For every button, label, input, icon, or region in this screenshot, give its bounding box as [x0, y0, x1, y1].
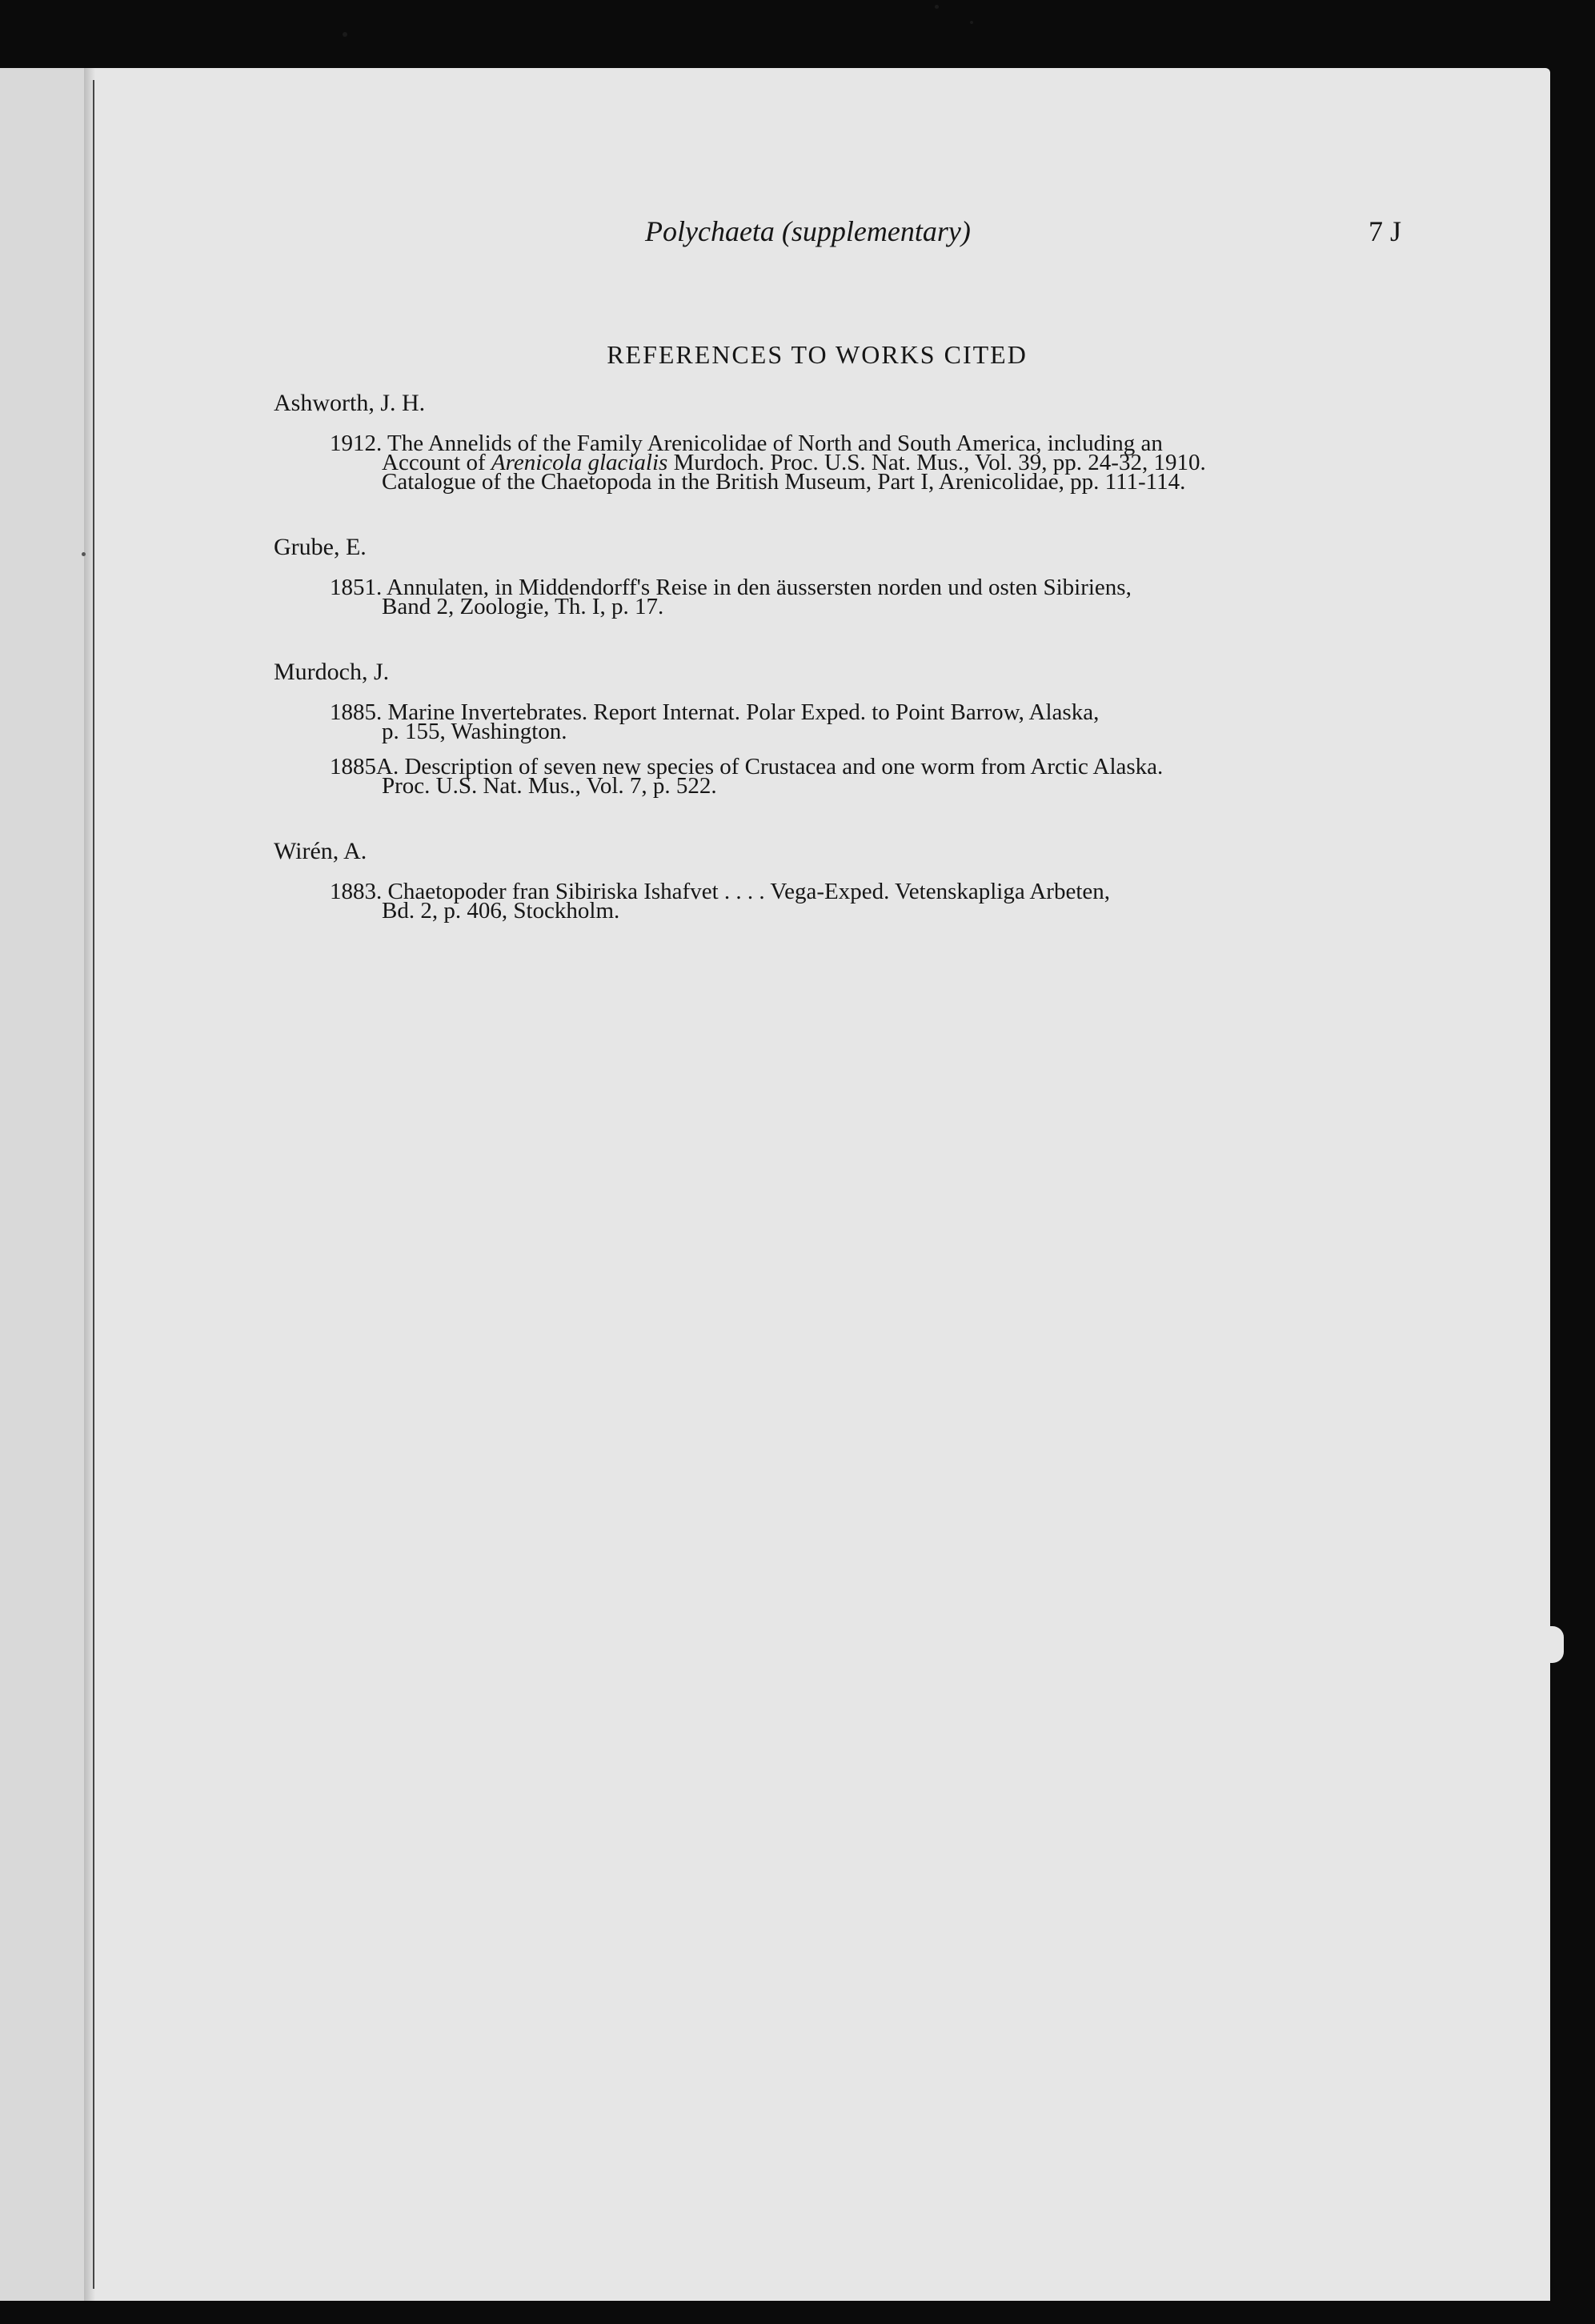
section-title: REFERENCES TO WORKS CITED	[607, 340, 1028, 369]
entry-line: p. 155, Washington.	[382, 719, 567, 744]
entry-line: 1885A. Description of seven new species of Crustacea and one worm from Arctic Alaska.	[330, 754, 1164, 779]
adjacent-page-edge	[0, 68, 84, 2301]
title-wrap	[84, 0, 1550, 400]
entry-line: Band 2, Zoologie, Th. I, p. 17.	[382, 594, 664, 619]
entry-line: Proc. U.S. Nat. Mus., Vol. 7, p. 522.	[382, 773, 717, 799]
entry-line: 1885. Marine Invertebrates. Report Internat. Polar Exped. to Point Barrow, Alaska,	[330, 699, 1100, 725]
reference-author: Wirén, A.	[274, 838, 367, 864]
page-number: 7 J	[1369, 215, 1402, 247]
entry-line: 1912. The Annelids of the Family Arenicolidae of North and South America, including an	[330, 431, 1163, 456]
reference-entry	[274, 879, 1410, 924]
reference-author: Ashworth, J. H.	[274, 390, 426, 416]
entry-text: Murdoch. Proc. U.S. Nat. Mus., Vol. 39, pp. 24-32, 1910.	[667, 450, 1206, 475]
running-head: Polychaeta (supplementary)	[645, 215, 971, 247]
reference-entry	[274, 575, 1410, 619]
reference-author: Grube, E.	[274, 534, 367, 560]
entry-text: Account of	[382, 450, 491, 475]
reference-entry	[274, 699, 1410, 744]
entry-line: 1851. Annulaten, in Middendorff's Reise in den äussersten norden und osten Sibiriens,	[330, 575, 1132, 600]
species-name: Arenicola glacialis	[491, 450, 668, 475]
reference-author: Murdoch, J.	[274, 659, 390, 685]
entry-line: Catalogue of the Chaetopoda in the British Museum, Part I, Arenicolidae, pp. 111-114.	[382, 469, 1186, 495]
entry-line: 1883. Chaetopoder fran Sibiriska Ishafvet . . . . Vega-Exped. Vetenskapliga Arbeten,	[330, 879, 1111, 904]
binding-line	[93, 80, 94, 2289]
page-tab	[1545, 1626, 1564, 1663]
reference-entry	[274, 431, 1410, 495]
scan-speck	[82, 552, 86, 556]
reference-list	[274, 389, 1410, 924]
reference-entry	[274, 754, 1410, 799]
entry-line: Bd. 2, p. 406, Stockholm.	[382, 898, 620, 924]
